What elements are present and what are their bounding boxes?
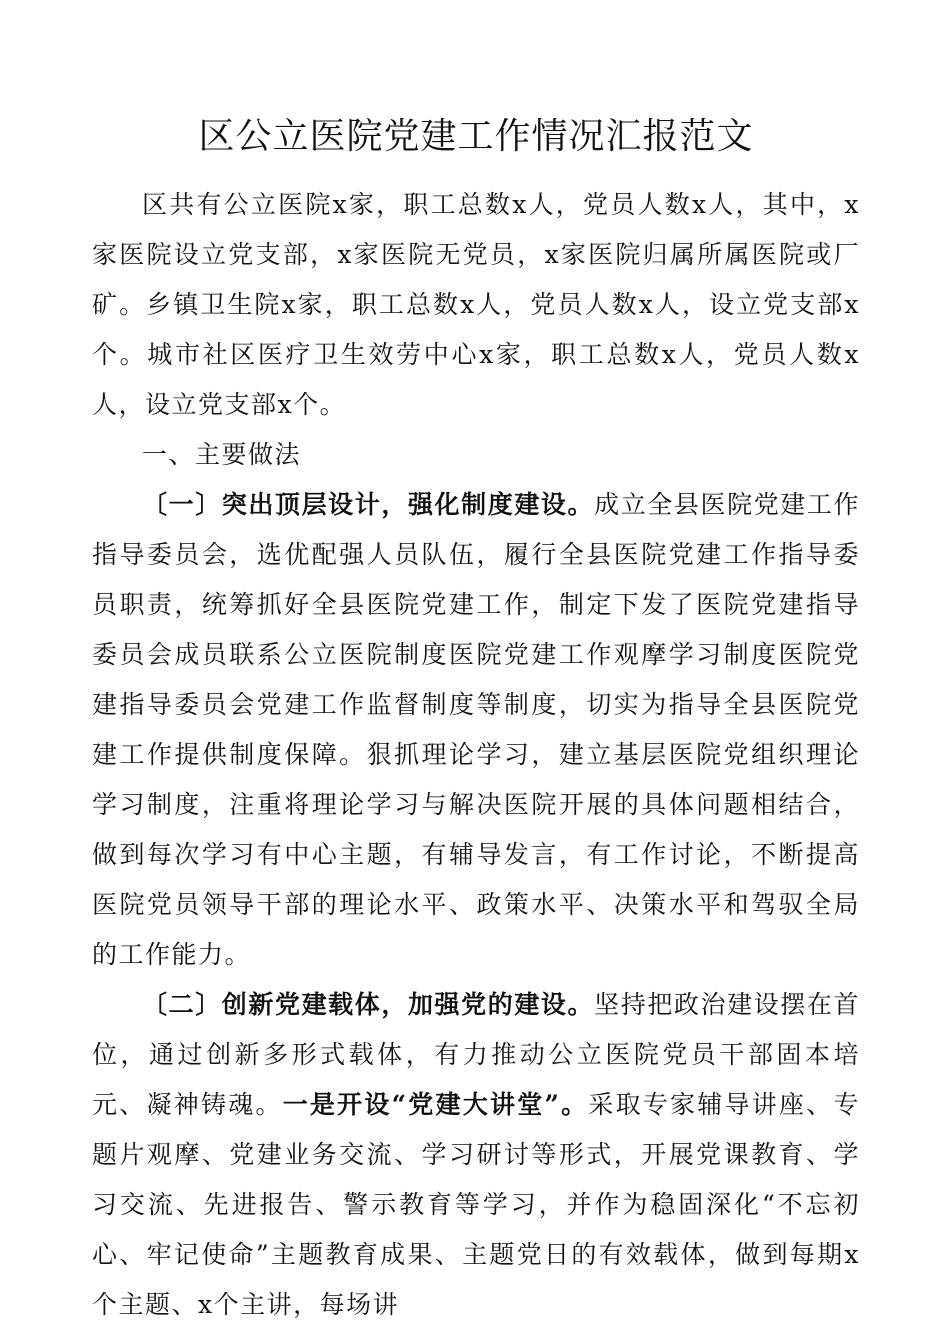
intro-paragraph: 区共有公立医院x家，职工总数x人，党员人数x人，其中，x家医院设立党支部，x家医院无党员，x家医院归属所属医院或厂矿。乡镇卫生院x家，职工总数x人，党员人数x人，设立党支部x个。城市社区医疗卫生效劳中心x家，职工总数x人，党员人数x人，设立党支部x个。: [92, 190, 860, 419]
document-title: 区公立医院党建工作情况汇报范文: [198, 116, 754, 157]
paragraph-top-level-design: [92, 480, 860, 980]
paragraph-text: 成立全县医院党建工作指导委员会，选优配强人员队伍，履行全县医院党建工作指导委员职责，统筹抓好全县医院党建工作，制定下发了医院党建指导委员会成员联系公立医院制度医院党建工作观摩学习制度医院党建指导委员会党建工作监督制度等制度，切实为指导全县医院党建工作提供制度保障。狠抓理论学习，建立基层医院党组织理论学习制度，注重将理论学习与解决医院开展的具体问题相结合，做到每次学习有中心主题，有辅导发言，有工作讨论，不断提高医院党员领导干部的理论水平、政策水平、决策水平和驾驭全局的工作能力。: [92, 490, 860, 969]
paragraph-lead: 〔二〕创新党建载体，加强党的建设。: [142, 990, 595, 1019]
paragraph-sub-lead: 一是开设“党建大讲堂”。: [282, 1090, 589, 1119]
paragraph-text: 采取专家辅导讲座、专题片观摩、党建业务交流、学习研讨等形式，开展党课教育、学习交流、先进报告、警示教育等学习，并作为稳固深化“不忘初心、牢记使命”主题教育成果、主题党日的有效载体，做到每期x个主题、x个主讲，每场讲: [92, 1090, 860, 1319]
paragraph-text: 坚持把政治建设摆在首位，通过创新多形式载体，有力推动公立医院党员干部固本培元、凝神铸魂。: [92, 990, 860, 1119]
section-heading-main-practices: 一、主要做法: [142, 440, 302, 469]
document-body: [92, 180, 860, 1330]
paragraph-lead: 〔一〕突出顶层设计，强化制度建设。: [142, 490, 595, 519]
paragraph-party-building-carrier: [92, 980, 860, 1330]
